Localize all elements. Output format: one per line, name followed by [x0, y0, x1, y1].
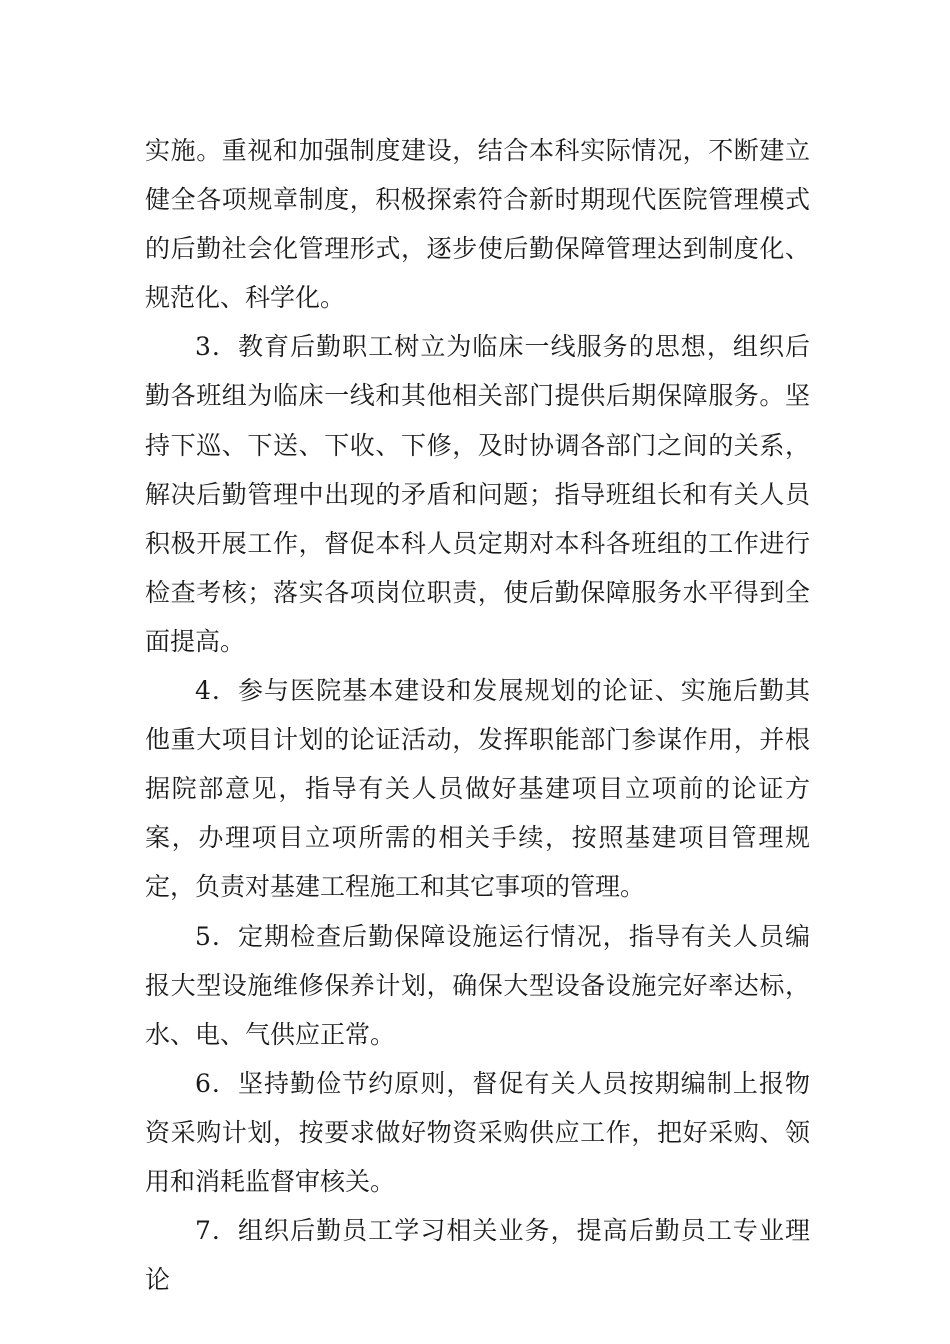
paragraph-item-3: 3．教育后勤职工树立为临床一线服务的思想，组织后勤各班组为临床一线和其他相关部门提供后期保障服务。坚持下巡、下送、下收、下修，及时协调各部门之间的关系，解决后勤管理中出现的矛盾和问题；指导班组长和有关人员积极开展工作，督促本科人员定期对本科各班组的工作进行检查考核；落实各项岗位职责，使后勤保障服务水平得到全面提高。 [145, 332, 810, 656]
document-body [145, 126, 810, 1304]
paragraph-item-6: 6．坚持勤俭节约原则，督促有关人员按期编制上报物资采购计划，按要求做好物资采购供应工作，把好采购、领用和消耗监督审核关。 [145, 1068, 810, 1196]
paragraph-continuation: 实施。重视和加强制度建设，结合本科实际情况，不断建立健全各项规章制度，积极探索符合新时期现代医院管理模式的后勤社会化管理形式，逐步使后勤保障管理达到制度化、规范化、科学化。 [145, 136, 810, 313]
paragraph-item-5: 5．定期检查后勤保障设施运行情况，指导有关人员编报大型设施维修保养计划，确保大型设备设施完好率达标，水、电、气供应正常。 [145, 921, 810, 1049]
paragraph-item-4: 4．参与医院基本建设和发展规划的论证、实施后勤其他重大项目计划的论证活动，发挥职能部门参谋作用，并根据院部意见，指导有关人员做好基建项目立项前的论证方案，办理项目立项所需的相关手续，按照基建项目管理规定，负责对基建工程施工和其它事项的管理。 [145, 676, 810, 902]
paragraph-item-7: 7．组织后勤员工学习相关业务，提高后勤员工专业理论 [145, 1216, 810, 1295]
